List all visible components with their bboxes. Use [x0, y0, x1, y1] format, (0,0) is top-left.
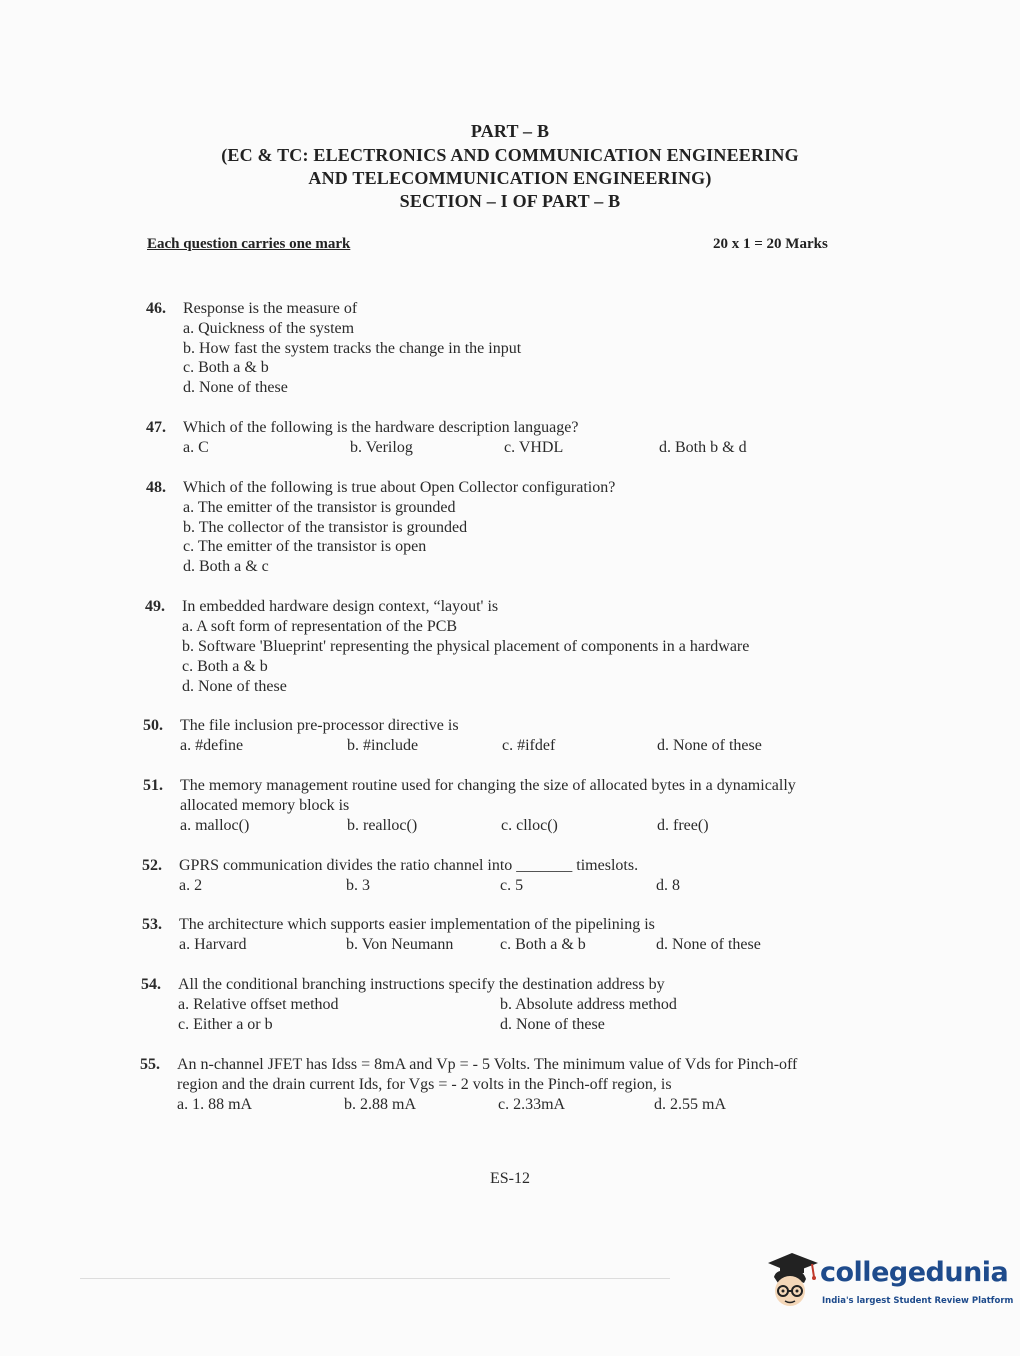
option-d: d. Both a & c [183, 558, 269, 575]
option-b: b. The collector of the transistor is grounded [183, 519, 468, 536]
logo-tagline: India's largest Student Review Platform [822, 1296, 1014, 1306]
option-d: d. None of these [183, 379, 288, 396]
question-number: 46. [146, 300, 166, 317]
option-d: d. None of these [656, 936, 761, 953]
question-text-continued: region and the drain current Ids, for Vgs = - 2 volts in the Pinch-off region, is [177, 1076, 672, 1093]
part-heading: PART – B [470, 121, 550, 141]
question-number: 55. [140, 1056, 160, 1073]
question-text: The file inclusion pre-processor directive is [180, 717, 459, 734]
question-text: The memory management routine used for changing the size of allocated bytes in a dynamically [180, 777, 796, 794]
option-d: d. None of these [657, 737, 762, 754]
option-d: d. free() [657, 817, 709, 834]
option-c: c. 5 [500, 877, 524, 894]
question-text-continued: allocated memory block is [180, 797, 350, 814]
option-d: d. Both b & d [659, 439, 747, 456]
option-c: c. Both a & b [183, 359, 269, 376]
option-c: c. 2.33mA [498, 1096, 566, 1113]
option-b: b. How fast the system tracks the change in the input [183, 340, 522, 357]
question-number: 53. [142, 916, 162, 933]
total-marks: 20 x 1 = 20 Marks [713, 236, 828, 252]
question-text: The architecture which supports easier implementation of the pipelining is [179, 916, 655, 933]
question-number: 49. [145, 598, 165, 615]
logo-wordmark: collegedunia [820, 1257, 1009, 1288]
option-a: a. Relative offset method [178, 996, 339, 1013]
collegedunia-logo [762, 1247, 1014, 1317]
option-c: c. The emitter of the transistor is open [183, 538, 427, 555]
option-d: d. None of these [182, 678, 287, 695]
option-a: a. #define [180, 737, 244, 754]
question-text: All the conditional branching instructions specify the destination address by [178, 976, 665, 993]
question-number: 48. [146, 479, 166, 496]
option-a: a. The emitter of the transistor is grounded [183, 499, 456, 516]
section-heading: SECTION – I OF PART – B [399, 191, 621, 211]
option-c: c. Both a & b [182, 658, 268, 675]
option-b: b. #include [347, 737, 419, 754]
option-b: b. Von Neumann [346, 936, 454, 953]
option-b: b. 3 [346, 877, 370, 894]
question-text: Response is the measure of [183, 300, 358, 317]
option-b: b. Software 'Blueprint' representing the physical placement of components in a hardware [182, 638, 750, 655]
graduate-mascot-icon [762, 1249, 820, 1311]
option-d: d. 8 [656, 877, 680, 894]
option-c: c. VHDL [504, 439, 564, 456]
option-a: a. A soft form of representation of the PCB [182, 618, 458, 635]
option-c: c. Both a & b [500, 936, 586, 953]
option-b: b. Verilog [350, 439, 413, 456]
question-number: 50. [143, 717, 163, 734]
option-a: a. C [183, 439, 209, 456]
option-a: a. malloc() [180, 817, 250, 834]
option-b: b. 2.88 mA [344, 1096, 416, 1113]
question-number: 51. [143, 777, 163, 794]
option-d: d. None of these [500, 1016, 605, 1033]
question-number: 54. [141, 976, 161, 993]
option-b: b. Absolute address method [500, 996, 677, 1013]
footer-divider [80, 1278, 670, 1279]
marks-instruction: Each question carries one mark [147, 236, 351, 252]
option-a: a. Harvard [179, 936, 247, 953]
question-number: 47. [146, 419, 166, 436]
question-text: Which of the following is true about Open Collector configuration? [183, 479, 616, 496]
branch-heading: (EC & TC: ELECTRONICS AND COMMUNICATION ENGINEERING [221, 145, 799, 165]
option-c: c. Either a or b [178, 1016, 273, 1033]
branch-heading-cont: AND TELECOMMUNICATION ENGINEERING) [308, 168, 712, 188]
page-number: ES-12 [490, 1170, 530, 1187]
question-text: GPRS communication divides the ratio channel into _______ timeslots. [179, 857, 639, 874]
option-c: c. #ifdef [502, 737, 556, 754]
question-text: An n-channel JFET has Idss = 8mA and Vp = - 5 Volts. The minimum value of Vds for Pinch-off [177, 1056, 798, 1073]
option-a: a. 1. 88 mA [177, 1096, 253, 1113]
option-a: a. 2 [179, 877, 203, 894]
option-d: d. 2.55 mA [654, 1096, 726, 1113]
question-text: Which of the following is the hardware description language? [183, 419, 579, 436]
option-c: c. clloc() [501, 817, 558, 834]
option-b: b. realloc() [347, 817, 418, 834]
question-number: 52. [142, 857, 162, 874]
option-a: a. Quickness of the system [183, 320, 355, 337]
question-text: In embedded hardware design context, “layout' is [182, 598, 499, 615]
